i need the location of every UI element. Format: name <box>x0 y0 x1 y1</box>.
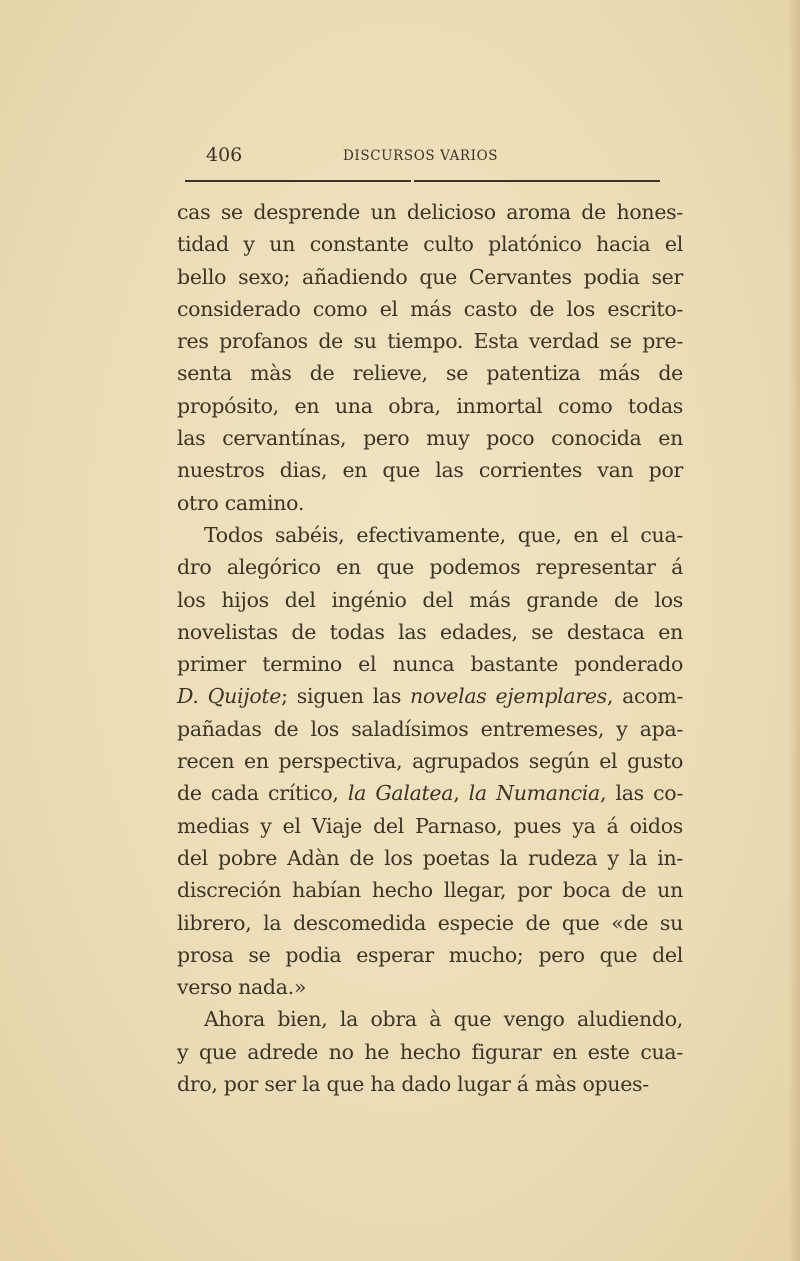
text-line <box>177 228 683 260</box>
text-segment: medias y el Viaje del Parnaso, pues ya á oidos <box>177 813 683 838</box>
text-line <box>177 777 683 809</box>
text-line <box>177 293 683 325</box>
text-segment: dro alegórico en que podemos representar á <box>177 555 683 580</box>
text-segment: verso nada.» <box>177 975 307 1000</box>
text-line <box>177 551 683 583</box>
text-segment: de cada crítico, <box>177 781 348 806</box>
italic-title: D. Quijote <box>177 684 282 709</box>
italic-title: novelas ejemplares <box>410 684 607 709</box>
text-line <box>177 680 683 712</box>
text-segment: prosa se podia esperar mucho; pero que del <box>177 942 683 967</box>
text-segment: las cervantínas, pero muy poco conocida en <box>177 426 683 451</box>
italic-title: la Galatea <box>347 781 454 806</box>
page-edge-shadow <box>788 0 800 1261</box>
text-line <box>177 454 683 486</box>
text-segment: considerado como el más casto de los escrito- <box>177 296 683 321</box>
text-segment: propósito, en una obra, inmortal como todas <box>177 393 683 418</box>
text-line <box>177 261 683 293</box>
page-number: 406 <box>206 144 243 166</box>
text-segment: nuestros dias, en que las corrientes van por <box>177 458 683 483</box>
text-segment: del pobre Adàn de los poetas la rudeza y la in- <box>177 845 683 870</box>
text-line <box>177 907 683 939</box>
text-line <box>177 648 683 680</box>
text-segment: pañadas de los saladísimos entremeses, y apa- <box>177 716 683 741</box>
text-segment: bello sexo; añadiendo que Cervantes podia ser <box>177 264 683 289</box>
text-line <box>177 874 683 906</box>
text-line <box>177 745 683 777</box>
text-line <box>177 584 683 616</box>
text-segment: y que adrede no he hecho figurar en este cua- <box>177 1039 683 1064</box>
text-line <box>177 810 683 842</box>
text-line <box>177 487 683 519</box>
text-line <box>177 1068 683 1100</box>
text-segment: los hijos del ingénio del más grande de los <box>177 587 683 612</box>
text-line <box>177 357 683 389</box>
text-segment: recen en perspectiva, agrupados según el gusto <box>177 749 683 774</box>
text-segment: Ahora bien, la obra à que vengo aludiendo, <box>204 1007 683 1032</box>
header-rule-right <box>414 180 660 182</box>
text-segment: otro camino. <box>177 490 305 515</box>
text-segment: , acom- <box>606 684 683 709</box>
text-segment: senta màs de relieve, se patentiza más de <box>177 361 683 386</box>
text-segment: discreción habían hecho llegar, por boca de un <box>177 878 683 903</box>
text-segment: , las co- <box>599 781 683 806</box>
text-line <box>177 1003 683 1035</box>
text-segment: primer termino el nunca bastante ponderado <box>177 652 683 677</box>
text-line <box>177 422 683 454</box>
text-line <box>177 842 683 874</box>
text-segment: novelistas de todas las edades, se destaca en <box>177 619 683 644</box>
text-line <box>177 1036 683 1068</box>
text-line <box>177 325 683 357</box>
text-line <box>177 971 683 1003</box>
text-line <box>177 616 683 648</box>
header-rule-left <box>185 180 411 182</box>
text-line <box>177 713 683 745</box>
text-line <box>177 196 683 228</box>
text-segment: , <box>453 781 469 806</box>
text-segment: cas se desprende un delicioso aroma de hones- <box>177 200 683 224</box>
body-text <box>177 196 683 1100</box>
text-segment: librero, la descomedida especie de que «de su <box>177 910 683 935</box>
text-segment: ; siguen las <box>281 684 411 709</box>
text-segment: dro, por ser la que ha dado lugar á màs opues- <box>177 1072 649 1097</box>
text-segment: Todos sabéis, efectivamente, que, en el cua- <box>204 522 683 547</box>
text-line <box>177 519 683 551</box>
running-title: DISCURSOS VARIOS <box>343 148 499 164</box>
text-segment: tidad y un constante culto platónico hacia el <box>177 232 683 257</box>
text-line <box>177 939 683 971</box>
text-line <box>177 390 683 422</box>
text-segment: res profanos de su tiempo. Esta verdad se pre- <box>177 329 683 354</box>
italic-title: la Numancia <box>468 781 600 806</box>
